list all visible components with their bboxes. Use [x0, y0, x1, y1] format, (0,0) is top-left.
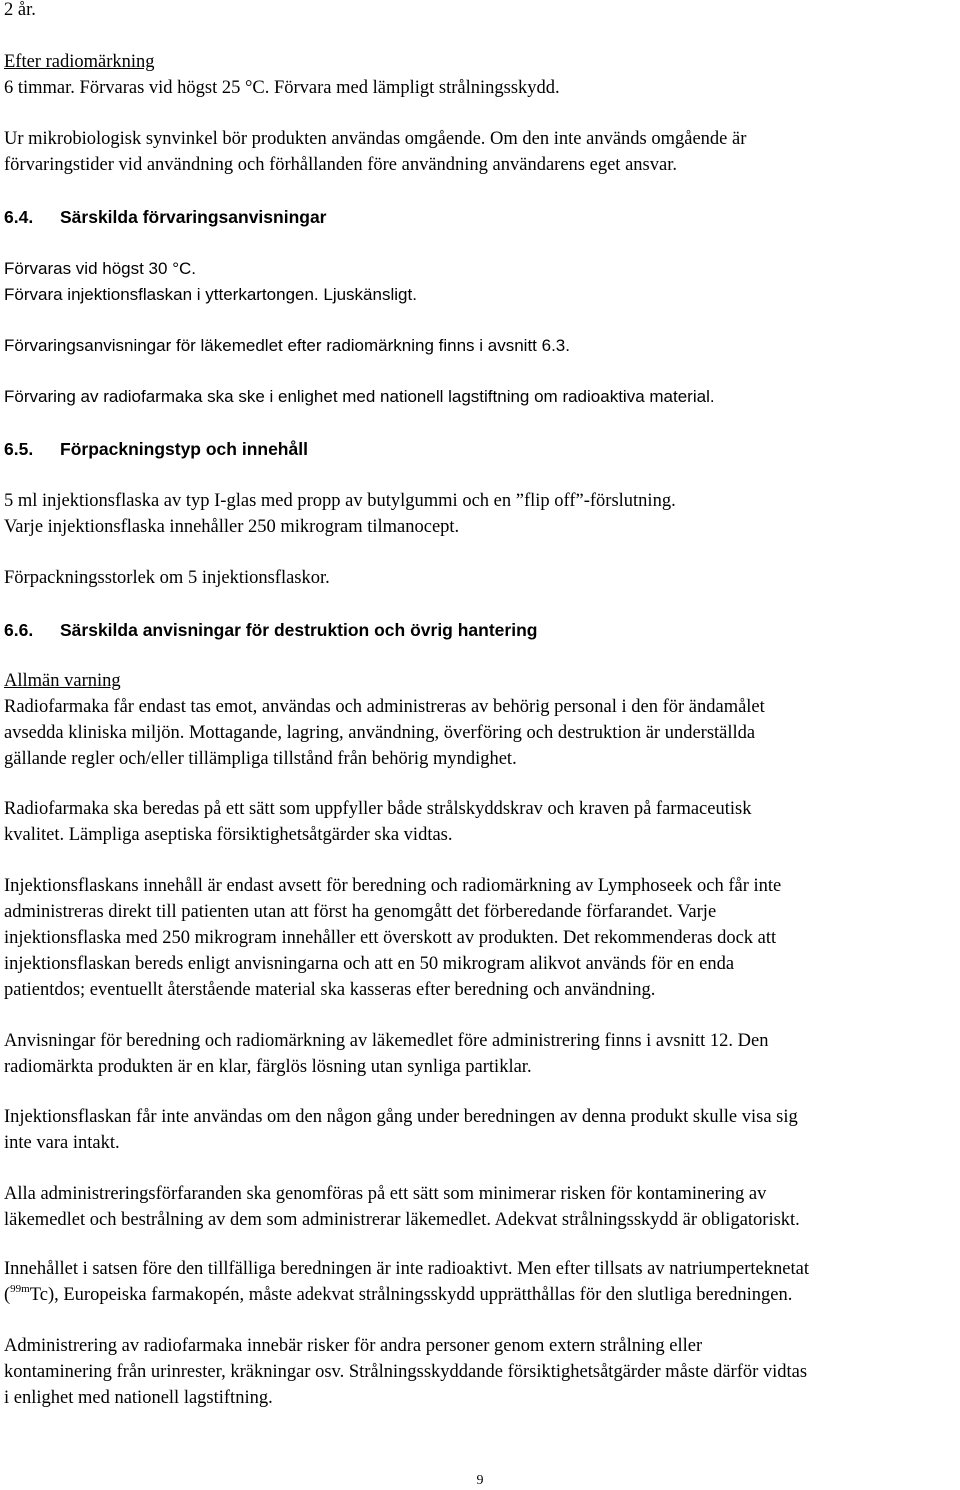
section-6-4-heading — [4, 204, 327, 230]
paragraph-line: Anvisningar för beredning och radiomärkning av läkemedlet före administrering finns i avsnitt 12. Den — [4, 1031, 769, 1051]
paragraph-line: kontaminering från urinrester, kräkningar osv. Strålningsskyddande försiktighetsåtgärder måste därför vidtas — [4, 1362, 808, 1382]
paragraph-line: administreras direkt till patienten utan att först ha genomgått det förberedande förfarandet. Varje — [4, 902, 717, 922]
paragraph-line: Radiofarmaka ska beredas på ett sätt som uppfyller både strålskyddskrav och kraven på farmaceutisk — [4, 799, 752, 819]
paragraph-line: kvalitet. Lämpliga aseptiska försiktighetsåtgärder ska vidtas. — [4, 825, 453, 845]
isotope-mass-superscript: 99m — [10, 1283, 30, 1295]
general-warning-label: Allmän varning — [4, 671, 121, 691]
paragraph-line: injektionsflaskan bereds enligt anvisningarna och att en 50 mikrogram alikvot används för en enda — [4, 954, 735, 974]
storage-temp-line: Förvaras vid högst 30 °C. — [4, 259, 196, 278]
paragraph-line: avsedda kliniska miljön. Mottagande, lagring, användning, överföring och destruktion är underställda — [4, 723, 756, 743]
section-number: 6.6. — [4, 620, 34, 640]
section-title: Särskilda anvisningar för destruktion och övrig hantering — [60, 620, 538, 640]
section-6-6-heading — [4, 617, 537, 643]
storage-reference-line: Förvaringsanvisningar för läkemedlet efter radiomärkning finns i avsnitt 6.3. — [4, 336, 570, 355]
storage-legislation-line: Förvaring av radiofarmaka ska ske i enlighet med nationell lagstiftning om radioaktiva material. — [4, 387, 715, 406]
paragraph-line: patientdos; eventuellt återstående material ska kasseras efter beredning och användning. — [4, 980, 656, 1000]
paragraph-line: Injektionsflaskan får inte användas om den någon gång under beredningen av denna produkt skulle visa sig — [4, 1107, 798, 1127]
package-vial-line: 5 ml injektionsflaska av typ I-glas med propp av butylgummi och en ”flip off”-förslutning. — [4, 491, 676, 511]
storage-carton-line: Förvara injektionsflaskan i ytterkartongen. Ljuskänsligt. — [4, 285, 417, 304]
isotope-line — [4, 1282, 792, 1310]
section-title: Särskilda förvaringsanvisningar — [60, 207, 327, 227]
paragraph-line: Alla administreringsförfaranden ska genomföras på ett sätt som minimerar risken för kontaminering av — [4, 1184, 767, 1204]
microbiology-line-2: förvaringstider vid användning och förhållanden före användning användarens eget ansvar. — [4, 155, 677, 175]
after-radiolabelling-label: Efter radiomärkning — [4, 52, 155, 72]
isotope-open-paren: ( — [4, 1285, 11, 1305]
paragraph-line: Radiofarmaka får endast tas emot, användas och administreras av behörig personal i den för ändamålet — [4, 697, 765, 717]
section-number: 6.4. — [4, 207, 34, 227]
isotope-line-text: Tc), Europeiska farmakopén, måste adekvat strålningsskydd upprätthållas för den slutliga beredningen. — [29, 1285, 793, 1305]
package-size-line: Förpackningsstorlek om 5 injektionsflaskor. — [4, 568, 330, 588]
paragraph-line: radiomärkta produkten är en klar, färglös lösning utan synliga partiklar. — [4, 1057, 532, 1077]
paragraph-line: i enlighet med nationell lagstiftning. — [4, 1388, 273, 1408]
section-title: Förpackningstyp och innehåll — [60, 439, 308, 459]
paragraph-line: Innehållet i satsen före den tillfälliga beredningen är inte radioaktivt. Men efter tillsats av natriumperteknetat — [4, 1259, 809, 1279]
paragraph-line: läkemedlet och bestrålning av dem som administrerar läkemedlet. Adekvat strålningsskydd är obligatoriskt. — [4, 1210, 800, 1230]
package-content-line: Varje injektionsflaska innehåller 250 mikrogram tilmanocept. — [4, 517, 460, 537]
paragraph-line: Injektionsflaskans innehåll är endast avsett för beredning och radiomärkning av Lymphoseek och får inte — [4, 876, 782, 896]
paragraph-line: injektionsflaska med 250 mikrogram innehåller ett överskott av produkten. Det rekommenderas dock att — [4, 928, 777, 948]
shelf-life-tail: 2 år. — [4, 0, 36, 20]
paragraph-line: gällande regler och/eller tillämpliga tillstånd från behörig myndighet. — [4, 749, 517, 769]
section-number: 6.5. — [4, 439, 34, 459]
microbiology-line-1: Ur mikrobiologisk synvinkel bör produkten användas omgående. Om den inte används omgående är — [4, 129, 747, 149]
paragraph-line: inte vara intakt. — [4, 1133, 120, 1153]
section-6-5-heading — [4, 436, 308, 462]
after-radiolabelling-text: 6 timmar. Förvaras vid högst 25 °C. Förvara med lämpligt strålningsskydd. — [4, 78, 560, 98]
paragraph-line: Administrering av radiofarmaka innebär risker för andra personer genom extern strålning eller — [4, 1336, 703, 1356]
page-number: 9 — [476, 1473, 484, 1488]
